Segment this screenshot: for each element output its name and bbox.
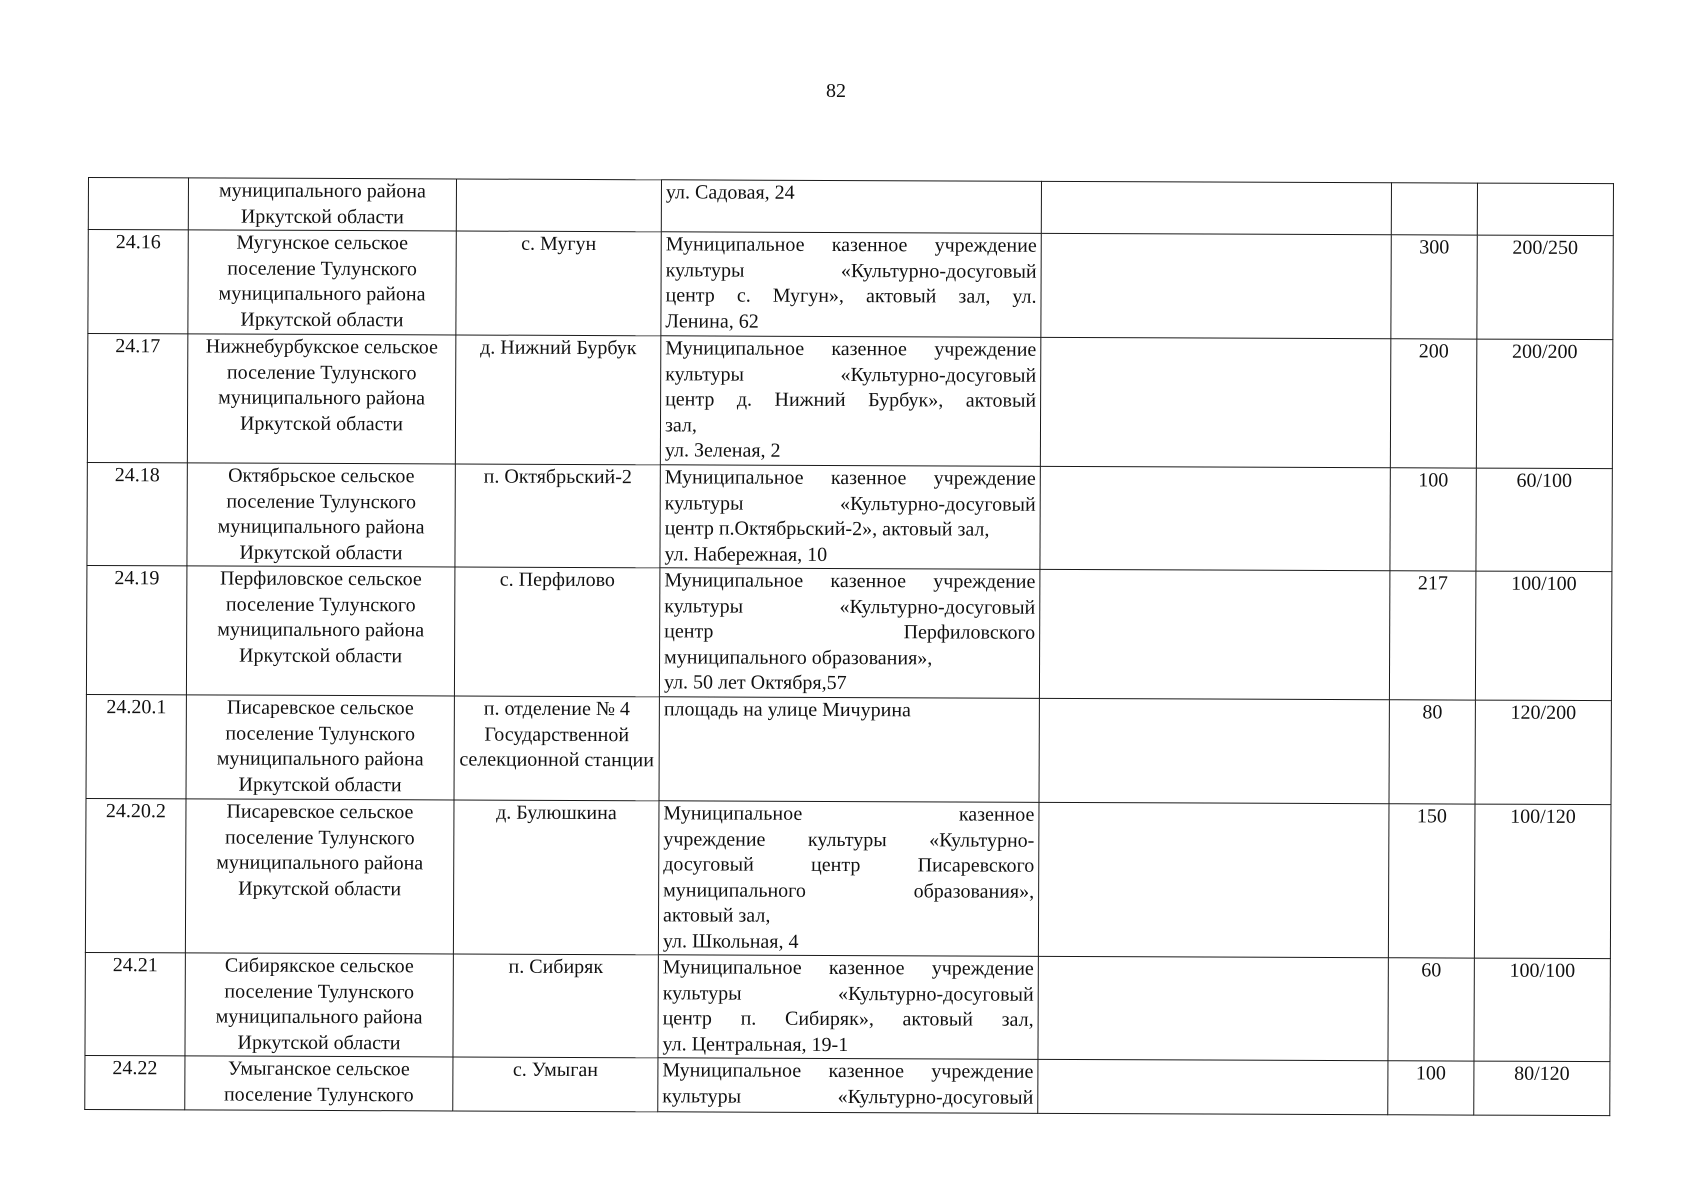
settlement-name: Перфиловское сельское поселение Тулунского муниципального района Иркутской области [186, 566, 455, 696]
extra-cell [1038, 1059, 1388, 1114]
address-line: муниципального образования», [663, 878, 1035, 903]
table-row [85, 798, 1611, 958]
address-line: учреждение культуры «Культурно- [663, 827, 1035, 852]
extra-cell [1039, 569, 1390, 699]
address-line: актовый зал, [662, 904, 771, 927]
page-number: 82 [826, 80, 846, 102]
table-body [85, 178, 1614, 1116]
capacity: 60 [1388, 958, 1474, 1061]
locality [456, 179, 661, 232]
address-line: муниципального образования», [664, 645, 933, 669]
address-line: Муниципальное казенное учреждение [662, 956, 1034, 980]
row-number: 24.21 [85, 952, 185, 1055]
venue-address [660, 336, 1041, 467]
venue-address [660, 465, 1040, 570]
table-row [88, 230, 1613, 340]
size-value: 200/250 [1477, 235, 1613, 340]
locality: с. Мугун [456, 231, 661, 336]
locality: п. отделение № 4 Государственной селекционной станции [454, 696, 659, 801]
address-line: Муниципальное казенное учреждение [665, 337, 1037, 361]
extra-cell [1041, 233, 1391, 338]
extra-cell [1038, 802, 1389, 957]
locality: п. Октябрьский-2 [455, 464, 660, 568]
address-line: культуры «Культурно-досуговый [665, 362, 1037, 387]
table-row [85, 952, 1610, 1061]
address-line: ул. Школьная, 4 [662, 929, 799, 953]
extra-cell [1039, 698, 1389, 803]
row-number [88, 178, 188, 230]
capacity: 200 [1390, 339, 1477, 468]
row-number: 24.20.2 [85, 798, 186, 952]
table-row [88, 178, 1613, 236]
size-value: 120/200 [1475, 700, 1611, 805]
address-line: ул. Центральная, 19-1 [662, 1032, 849, 1056]
locality: д. Нижний Бурбук [455, 335, 661, 465]
size-value: 60/100 [1476, 468, 1612, 572]
extra-cell [1038, 956, 1388, 1060]
locality: с. Умыган [453, 1057, 658, 1112]
row-number: 24.19 [86, 565, 187, 694]
capacity: 150 [1388, 804, 1475, 958]
address-line: зал, [664, 413, 697, 436]
address-line: Ленина, 62 [665, 309, 759, 333]
venue-address [658, 1058, 1038, 1114]
settlement-name: муниципального района Иркутской области [188, 178, 456, 231]
settlement-name: Мугунское сельское поселение Тулунского муниципального района Иркутской области [188, 230, 456, 335]
address-line: центр п. Сибиряк», актовый зал, [662, 1007, 1034, 1031]
row-number: 24.20.1 [86, 694, 186, 798]
extra-cell [1041, 181, 1391, 234]
address-line: Муниципальное казенное учреждение [662, 1059, 1034, 1083]
row-number: 24.22 [85, 1055, 185, 1109]
settlement-name: Умыганское сельское поселение Тулунского [185, 1056, 453, 1111]
address-line: ул. 50 лет Октября,57 [663, 671, 847, 695]
size-value: 100/120 [1474, 804, 1611, 959]
address-line: культуры «Культурно-досуговый [662, 1084, 1034, 1109]
size-value: 100/100 [1475, 571, 1612, 701]
row-number: 24.16 [88, 230, 188, 334]
settlement-name: Октябрьское сельское поселение Тулунского муниципального района Иркутской области [187, 463, 455, 567]
venue-address [658, 801, 1039, 957]
venue-address [658, 955, 1038, 1060]
extra-cell [1040, 337, 1391, 467]
settlement-name: Сибирякское сельское поселение Тулунского муниципального района Иркутской области [185, 953, 453, 1057]
address-line: Муниципальное казенное [663, 802, 1035, 826]
row-number: 24.17 [87, 334, 188, 463]
settlement-name: Нижнебурбукское сельское поселение Тулунского муниципального района Иркутской области [187, 334, 456, 464]
row-number: 24.18 [87, 462, 187, 565]
capacity: 100 [1390, 468, 1476, 571]
size-value: 200/200 [1476, 339, 1613, 469]
size-value: 100/100 [1474, 958, 1610, 1062]
locality: п. Сибиряк [453, 954, 658, 1058]
table-row [86, 565, 1612, 700]
locality: с. Перфилово [454, 567, 660, 697]
address-line: Муниципальное казенное учреждение [664, 466, 1036, 490]
address-line: культуры «Культурно-досуговый [664, 594, 1036, 619]
address-line: центр п.Октябрьский-2», актовый зал, [664, 517, 990, 541]
capacity: 217 [1389, 571, 1476, 700]
venues-table [84, 177, 1614, 1116]
capacity: 100 [1388, 1061, 1474, 1115]
capacity: 80 [1389, 700, 1475, 804]
address-line: площадь на улице Мичурина [663, 698, 911, 722]
size-value [1477, 183, 1613, 236]
settlement-name: Писаревское сельское поселение Тулунского муниципального района Иркутской области [186, 695, 454, 800]
capacity: 300 [1391, 235, 1477, 339]
address-line: ул. Набережная, 10 [664, 542, 828, 566]
table-row [85, 1055, 1610, 1115]
address-line: культуры «Культурно-досуговый [662, 981, 1034, 1006]
table-row [87, 462, 1612, 571]
locality: д. Булюшкина [453, 800, 659, 955]
address-line: досуговый центр Писаревского [663, 853, 1035, 877]
extra-cell [1040, 466, 1390, 570]
venue-address [659, 697, 1039, 803]
address-line: Муниципальное казенное учреждение [664, 569, 1036, 593]
venue-address [661, 232, 1041, 338]
venue-address [661, 180, 1041, 234]
address-line: центр Перфиловского [664, 620, 1036, 644]
settlement-name: Писаревское сельское поселение Тулунского муниципального района Иркутской области [185, 799, 454, 954]
capacity [1391, 183, 1477, 235]
table-row [87, 334, 1613, 469]
address-line: культуры «Культурно-досуговый [665, 258, 1037, 283]
address-line: центр д. Нижний Бурбук», актовый [665, 388, 1037, 412]
size-value: 80/120 [1474, 1061, 1610, 1116]
address-line: Муниципальное казенное учреждение [665, 233, 1037, 257]
address-line: центр с. Мугун», актовый зал, ул. [665, 284, 1037, 308]
address-line: ул. Садовая, 24 [665, 181, 795, 204]
table-row [86, 694, 1611, 804]
address-line: ул. Зеленая, 2 [664, 439, 781, 462]
address-line: культуры «Культурно-досуговый [664, 491, 1036, 516]
venue-address [659, 568, 1040, 699]
